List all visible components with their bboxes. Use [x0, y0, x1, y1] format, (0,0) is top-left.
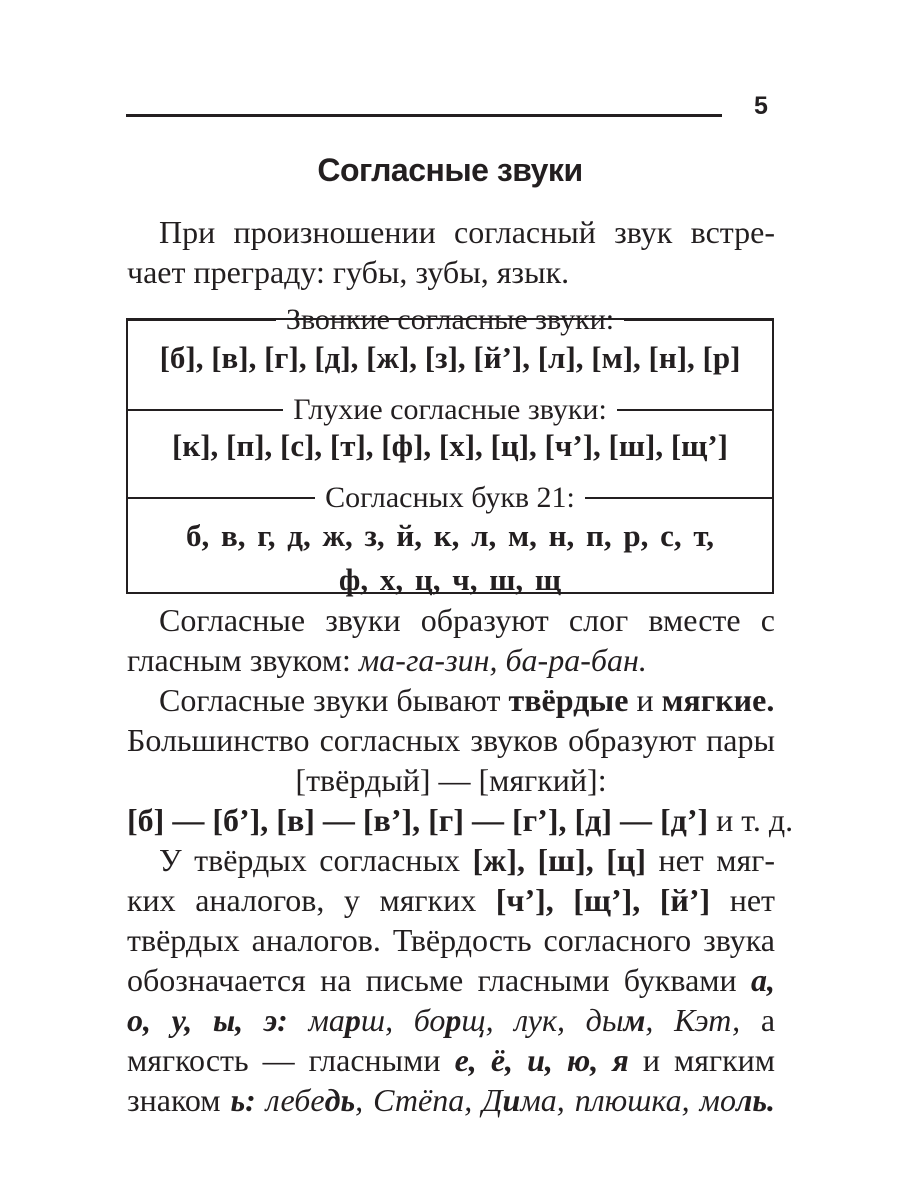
ex-highlight: ль. [735, 1082, 776, 1118]
syllable-line-2 [127, 640, 775, 680]
letters-heading: Согласных букв 21: [325, 481, 575, 514]
ex-highlight: р [445, 1002, 462, 1038]
hardsoft-paragraph [127, 680, 794, 840]
letters-heading-row [126, 478, 774, 518]
voiced-heading: Звонкие согласные звуки: [285, 303, 615, 336]
analogs-line-2 [127, 880, 775, 920]
space [288, 1002, 309, 1038]
syllable-line-1 [127, 600, 775, 640]
vowel-a: а, [751, 962, 775, 998]
ex-highlight: дь [324, 1082, 356, 1118]
syllable-text-2: гласным звуком: [127, 642, 359, 678]
intro-line-1 [127, 212, 775, 252]
hard-only-sounds: [ж], [ш], [ц] [472, 842, 646, 878]
intro-line-2 [127, 252, 775, 292]
soft-sign: ь: [230, 1082, 256, 1118]
ex-part: лебе [255, 1082, 325, 1118]
intro-text-1: При произношении согласный звук встре- [159, 214, 775, 250]
syllable-examples: ма-га-зин, ба-ра-бан. [358, 642, 647, 678]
soft-vowels: е, ё, и, ю, я [454, 1042, 629, 1078]
hardsoft-line-2 [127, 720, 775, 760]
analogs-text-7a: знаком [127, 1082, 231, 1118]
soft-only-sounds: [ч’], [щ’], [й’] [495, 882, 711, 918]
sound-pairs: [б] — [б’], [в] — [в’], [г] — [г’], [д] — [д’] [127, 802, 709, 838]
heading-rule-left [126, 497, 315, 499]
letters-line-2: ф, х, ц, ч, ш, щ [338, 562, 562, 597]
ex-highlight: р [344, 1002, 361, 1038]
analogs-line-3 [127, 920, 775, 960]
page-title: Согласные звуки [317, 152, 583, 188]
ex-part: ма [308, 1002, 345, 1038]
heading-rule-right [585, 497, 774, 499]
intro-text-2: чает преграду: губы, зубы, язык. [127, 254, 570, 290]
heading-rule-left [126, 409, 283, 411]
etc-text: и т. д. [708, 802, 794, 838]
hardsoft-text-3: [твёрдый] — [мягкий]: [295, 762, 607, 798]
analogs-text-1a: У твёрдых согласных [159, 842, 473, 878]
consonants-table [126, 303, 774, 597]
heading-rule-right [624, 319, 774, 321]
ex-part: , Стёпа, Д [355, 1082, 503, 1118]
analogs-text-3: твёрдых аналогов. Твёрдость согласного звука [127, 922, 775, 958]
voiceless-sounds: [к], [п], [с], [т], [ф], [х], [ц], [ч’], [ш], [щ’] [172, 428, 728, 463]
ex-part: ма, плюшка, мо [520, 1082, 736, 1118]
letters-line-1: б, в, г, д, ж, з, й, к, л, м, н, п, р, с, т, [185, 518, 715, 553]
heading-rule-left [126, 319, 276, 321]
hardsoft-pairs-line [127, 800, 794, 840]
voiceless-heading: Глухие согласные звуки: [293, 393, 607, 426]
ex-part: щ, лук, ды [461, 1002, 624, 1038]
hardsoft-line-3 [127, 760, 775, 800]
voiced-heading-row [126, 300, 774, 340]
analogs-text-2b: нет [710, 882, 776, 918]
ex-highlight: и [502, 1082, 521, 1118]
analogs-text-6a: мягкость — гласными [127, 1042, 455, 1078]
syllable-text-1: Согласные звуки образуют слог вместе с [159, 602, 775, 638]
soft-term: мягкие. [661, 682, 775, 718]
voiceless-heading-row [126, 390, 774, 430]
analogs-text-1b: нет мяг- [646, 842, 776, 878]
analogs-text-5-end: а [740, 1002, 776, 1038]
soft-examples [256, 1082, 775, 1118]
header-rule [126, 114, 722, 117]
analogs-text-2a: ких аналогов, у мягких [127, 882, 496, 918]
voiced-sounds: [б], [в], [г], [д], [ж], [з], [й’], [л], [м], [н], [р] [159, 340, 741, 375]
hardsoft-line-1 [127, 680, 775, 720]
analogs-text-6b: и мягким [628, 1042, 776, 1078]
syllable-paragraph [127, 600, 775, 680]
ex-part: ш, бо [360, 1002, 446, 1038]
analogs-text-4a: обозначается на письме гласными буквами [127, 962, 751, 998]
heading-rule-right [617, 409, 774, 411]
analogs-line-7 [127, 1080, 775, 1120]
analogs-line-4 [127, 960, 775, 1000]
and-word: и [628, 682, 662, 718]
page-number: 5 [754, 92, 768, 120]
intro-paragraph [127, 212, 775, 292]
consonant-letters [128, 514, 772, 602]
analogs-line-5 [127, 1000, 775, 1040]
hard-examples [308, 1002, 740, 1038]
hardsoft-text-1: Согласные звуки бывают [159, 682, 509, 718]
hard-term: твёрдые [508, 682, 629, 718]
ex-part: , Кэт, [645, 1002, 741, 1038]
analogs-line-1 [127, 840, 775, 880]
analogs-line-6 [127, 1040, 775, 1080]
hardsoft-text-2: Большинство согласных звуков образуют пары [127, 722, 775, 758]
analogs-paragraph [127, 840, 775, 1120]
hard-vowels: о, у, ы, э: [127, 1002, 288, 1038]
ex-highlight: м [623, 1002, 646, 1038]
